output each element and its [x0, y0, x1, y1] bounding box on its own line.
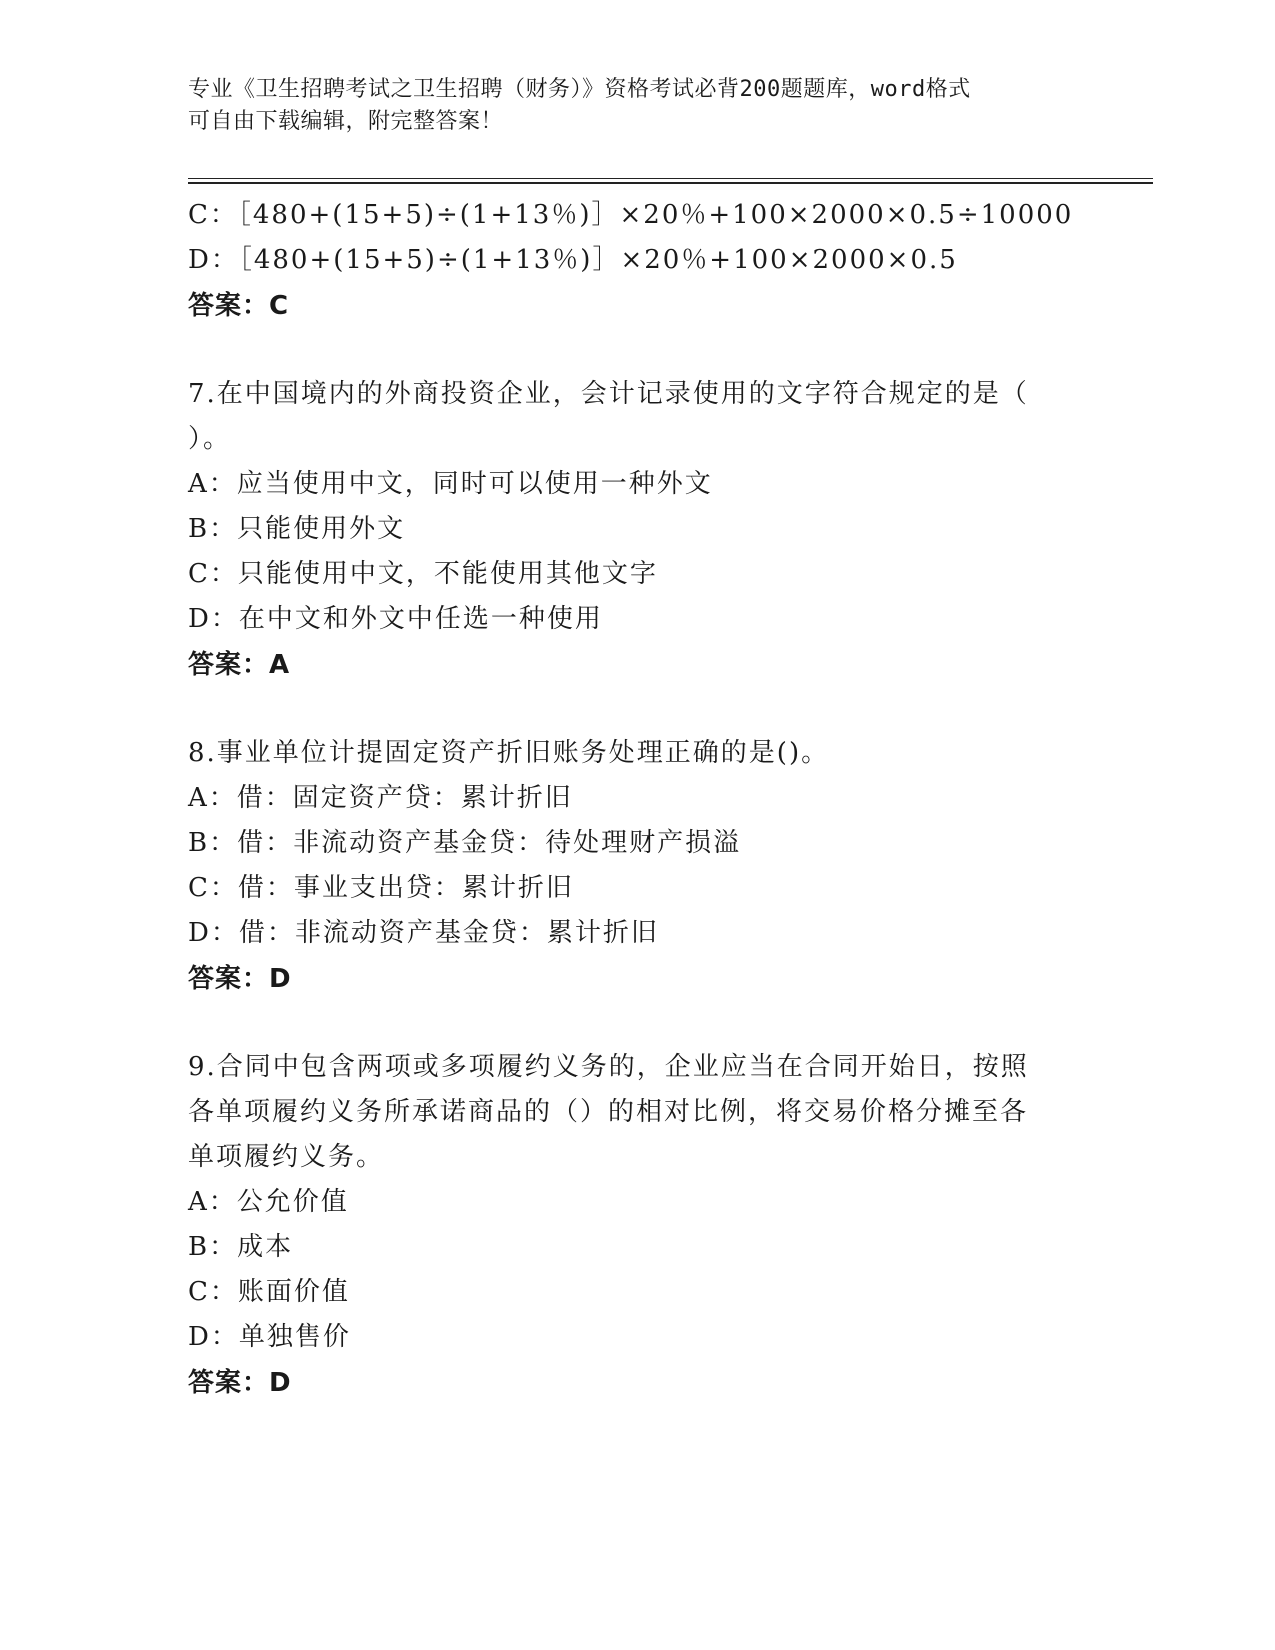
question-9 — [188, 1045, 1088, 1406]
question-stem: 9.合同中包含两项或多项履约义务的，企业应当在合同开始日，按照 — [188, 1052, 1029, 1082]
question-list — [188, 193, 1088, 1406]
option-c: C：只能使用中文，不能使用其他文字 — [188, 559, 658, 589]
answer-label: 答案：A — [188, 650, 291, 680]
option-d: D：借：非流动资产基金贷：累计折旧 — [188, 918, 659, 948]
option-c: C：账面价值 — [188, 1277, 350, 1307]
header-rule-thin — [188, 178, 1153, 179]
spacer — [188, 688, 1088, 731]
option-d: D：单独售价 — [188, 1322, 351, 1352]
option-c: C：借：事业支出贷：累计折旧 — [188, 873, 574, 903]
question-stem: ）。 — [188, 424, 232, 454]
header-line-1: 专业《卫生招聘考试之卫生招聘（财务）》资格考试必背200题题库，word格式 — [188, 77, 971, 102]
option-b: B：成本 — [188, 1232, 294, 1262]
option-d: D：在中文和外文中任选一种使用 — [188, 604, 603, 634]
question-6-tail — [188, 193, 1088, 329]
option-d: D：［480+(15+5)÷(1+13％)］×20％+100×2000×0.5 — [188, 245, 958, 275]
question-stem: 8.事业单位计提固定资产折旧账务处理正确的是()。 — [188, 738, 830, 768]
header-line-2: 可自由下载编辑，附完整答案！ — [188, 109, 504, 134]
document-header — [188, 74, 1068, 138]
header-rule-thick — [188, 182, 1153, 184]
answer-label: 答案：D — [188, 1368, 292, 1398]
question-7 — [188, 372, 1088, 688]
spacer — [188, 329, 1088, 372]
option-c: C：［480+(15+5)÷(1+13％)］×20％+100×2000×0.5÷10000 — [188, 200, 1074, 230]
question-stem: 各单项履约义务所承诺商品的（）的相对比例，将交易价格分摊至各 — [188, 1097, 1029, 1127]
question-stem: 单项履约义务。 — [188, 1142, 385, 1172]
question-stem: 7.在中国境内的外商投资企业，会计记录使用的文字符合规定的是（ — [188, 379, 1029, 409]
option-b: B：借：非流动资产基金贷：待处理财产损溢 — [188, 828, 742, 858]
option-a: A：借：固定资产贷：累计折旧 — [188, 783, 573, 813]
option-a: A：应当使用中文，同时可以使用一种外文 — [188, 469, 713, 499]
spacer — [188, 1002, 1088, 1045]
question-8 — [188, 731, 1088, 1002]
answer-label: 答案：D — [188, 964, 292, 994]
option-a: A：公允价值 — [188, 1187, 349, 1217]
option-b: B：只能使用外文 — [188, 514, 406, 544]
answer-label: 答案：C — [188, 291, 290, 321]
